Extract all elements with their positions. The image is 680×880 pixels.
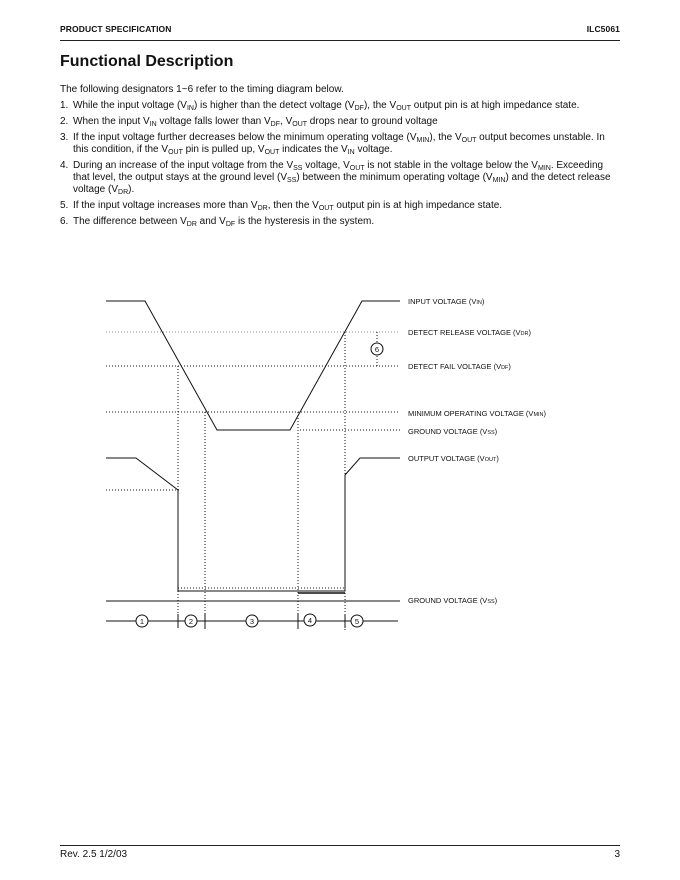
marker-number-2: 2: [188, 617, 194, 626]
diagram-lines: [106, 301, 400, 630]
marker-number-3: 3: [249, 617, 255, 626]
page-title: Functional Description: [60, 53, 234, 70]
intro-text: The following designators 1~6 refer to the timing diagram below.: [60, 84, 344, 95]
label-detect-fail: DETECT FAIL VOLTAGE (VDF): [408, 362, 511, 371]
marker-number-6: 6: [374, 345, 380, 354]
label-ground-1: GROUND VOLTAGE (VSS): [408, 427, 498, 436]
marker-number-1: 1: [139, 617, 145, 626]
description-item-6: 6. The difference between $V_{DR}$ and $V_{DF}$ is the hysteresis in the system.: [60, 216, 375, 228]
description-item-1: 1. While the input voltage $(V_{IN})$ is higher than the detect voltage $(V_{DF})$, the $V_{OUT}$ output pin is at high impedance state.: [60, 100, 580, 112]
footer-revision: Rev. 2.5 1/2/03: [60, 849, 128, 860]
label-input-voltage: INPUT VOLTAGE (VIN): [408, 297, 485, 306]
description-item-4: 4. During an increase of the input voltage from the $V_{SS}$ voltage, $V_{OUT}$ is not stable in the voltage below the $V_{MIN}$. Exceeding that level, the output stays at the ground level $(V_{SS})$ between the minimum operating voltage $(V_{MIN})$ and the detect release voltage $(V_{DR})$.: [60, 160, 611, 196]
output-voltage-waveform: [106, 458, 400, 591]
marker-number-5: 5: [354, 617, 360, 626]
label-ground-2: GROUND VOLTAGE (VSS): [408, 596, 498, 605]
header-part-number: ILC5061: [586, 24, 620, 34]
timing-diagram: [0, 285, 680, 635]
marker-number-4: 4: [307, 616, 313, 625]
header-rule: [60, 40, 620, 41]
description-item-5: 5. If the input voltage increases more than $V_{DR}$, then the $V_{OUT}$ output pin is at high impedance state.: [60, 200, 503, 212]
description-item-2: 2. When the input $V_{IN}$ voltage falls lower than $V_{DF}$, $V_{OUT}$ drops near to ground voltage: [60, 116, 438, 128]
description-list: [60, 100, 620, 232]
label-output-voltage: OUTPUT VOLTAGE (VOUT): [408, 454, 499, 463]
header-product-spec: PRODUCT SPECIFICATION: [60, 24, 172, 34]
label-min-operating: MINIMUM OPERATING VOLTAGE (VMIN): [408, 409, 547, 418]
marker-numbers: [140, 345, 379, 626]
label-detect-release: DETECT RELEASE VOLTAGE (VDR): [408, 328, 531, 337]
footer-page-number: 3: [614, 849, 620, 860]
footer-rule: [60, 845, 620, 846]
description-item-3: 3. If the input voltage further decreases below the minimum operating voltage $(V_{MIN})$, the $V_{OUT}$ output becomes unstable. In this condition, if the $V_{OUT}$ pin is pulled up, $V_{OUT}$ indicates the $V_{IN}$ voltage.: [60, 132, 605, 156]
diagram-labels: [408, 297, 547, 605]
